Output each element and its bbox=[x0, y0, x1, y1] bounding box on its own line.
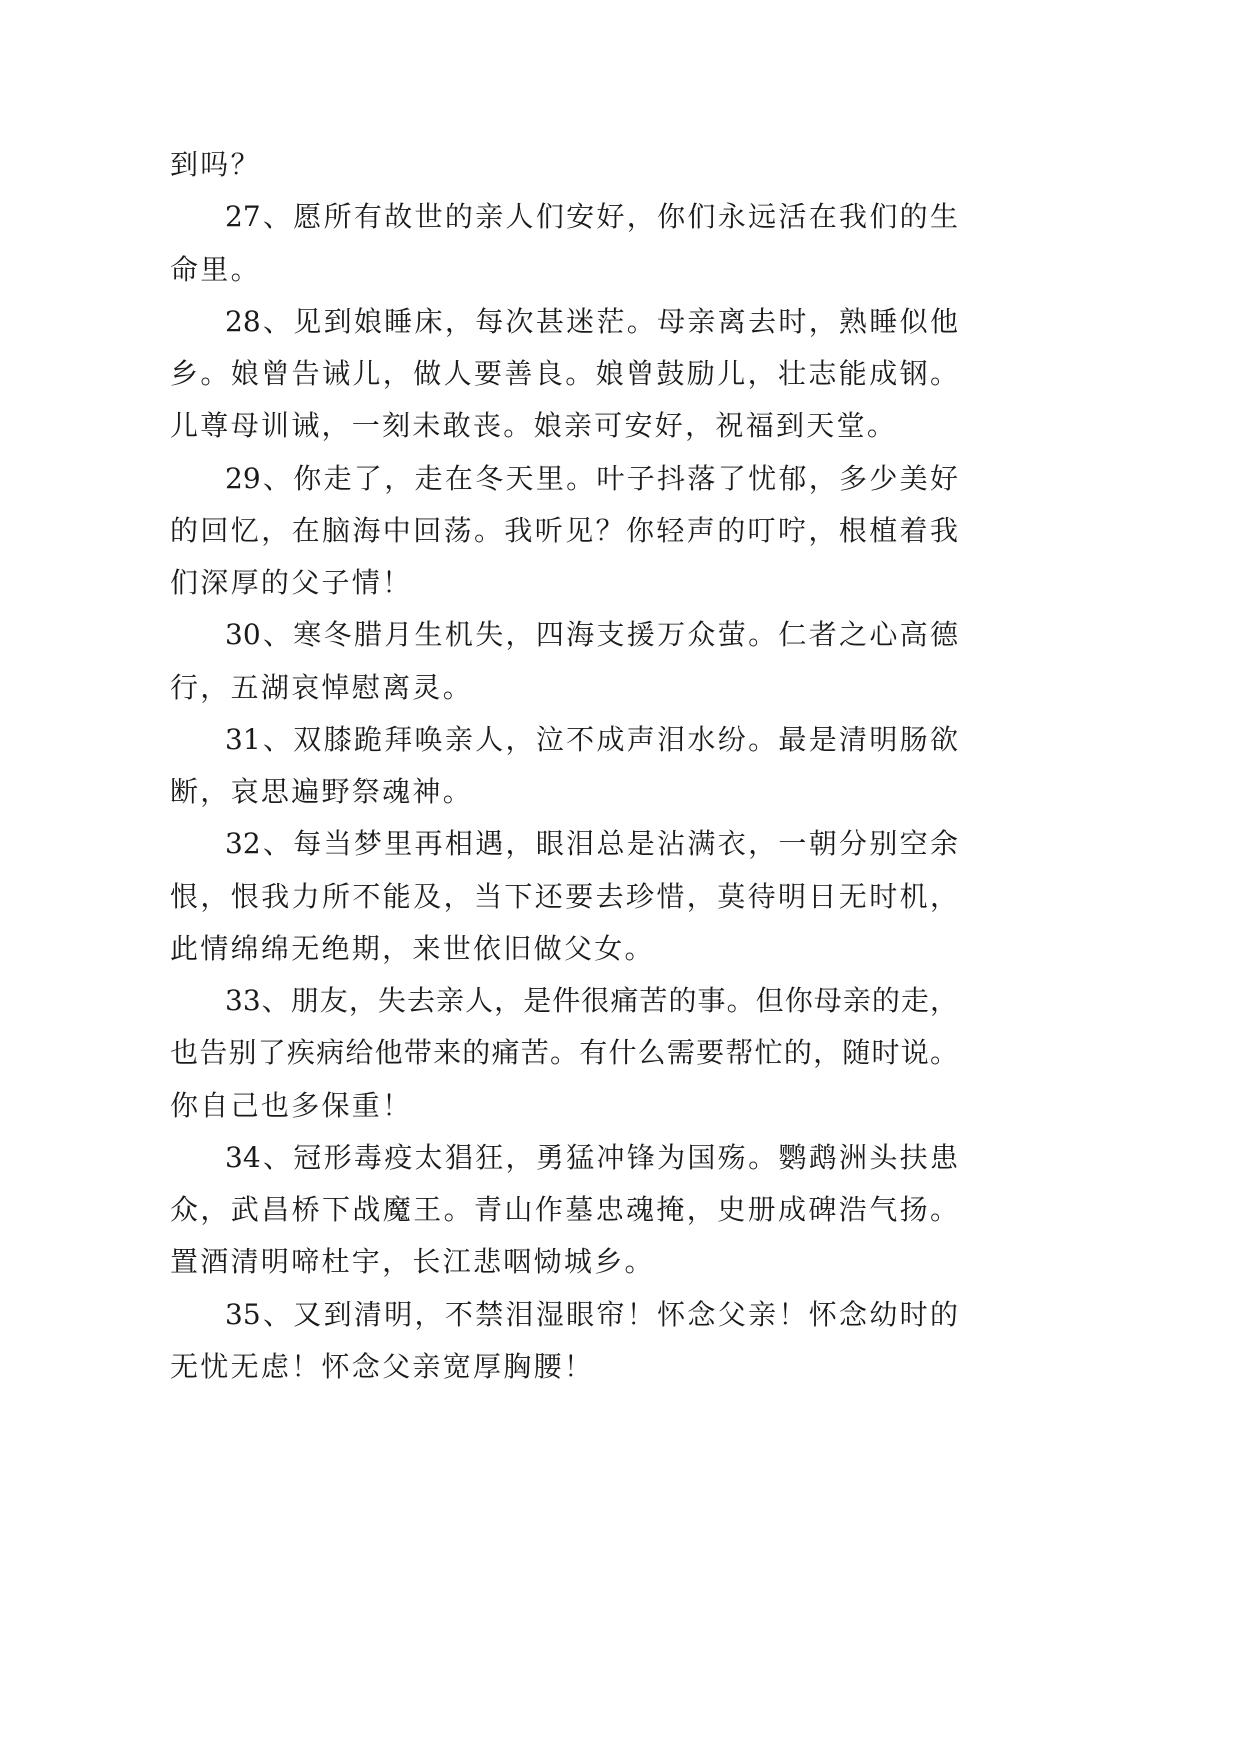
paragraph bbox=[170, 975, 958, 1132]
text-line: 27、愿所有故世的亲人们安好，你们永远活在我们的生 bbox=[225, 200, 958, 234]
paragraph bbox=[170, 609, 958, 714]
paragraph bbox=[170, 1289, 958, 1394]
text-line: 32、每当梦里再相遇，眼泪总是沾满衣，一朝分别空余 bbox=[225, 827, 958, 861]
text-line: 的回忆，在脑海中回荡。我听见？你轻声的叮咛，根植着我 bbox=[170, 513, 958, 547]
paragraph bbox=[170, 714, 958, 819]
text-line: 29、你走了，走在冬天里。叶子抖落了忧郁，多少美好 bbox=[225, 461, 958, 495]
text-line: 置酒清明啼杜宇，长江悲咽恸城乡。 bbox=[170, 1245, 655, 1279]
text-line: 31、双膝跪拜唤亲人，泣不成声泪水纷。最是清明肠欲 bbox=[225, 722, 958, 756]
text-line: 无忧无虑！怀念父亲宽厚胸腰！ bbox=[170, 1349, 595, 1383]
text-line: 你自己也多保重！ bbox=[170, 1088, 413, 1122]
text-line: 也告别了疾病给他带来的痛苦。有什么需要帮忙的，随时说。 bbox=[170, 1036, 958, 1070]
text-line: 行，五湖哀悼慰离灵。 bbox=[170, 670, 474, 704]
paragraph bbox=[170, 191, 958, 296]
paragraph bbox=[170, 296, 958, 453]
text-line: 们深厚的父子情！ bbox=[170, 566, 413, 599]
text-line: 儿尊母训诫，一刻未敢丧。娘亲可安好，祝福到天堂。 bbox=[170, 409, 898, 443]
text-line: 命里。 bbox=[170, 252, 261, 286]
text-line: 到吗？ bbox=[170, 148, 261, 181]
text-line: 30、寒冬腊月生机失，四海支援万众萤。仁者之心高德 bbox=[225, 618, 958, 652]
text-line: 断，哀思遍野祭魂神。 bbox=[170, 775, 474, 808]
paragraph bbox=[170, 139, 958, 191]
text-line: 此情绵绵无绝期，来世依旧做父女。 bbox=[170, 931, 655, 965]
text-line: 28、见到娘睡床，每次甚迷茫。母亲离去时，熟睡似他 bbox=[225, 304, 958, 338]
paragraph bbox=[170, 818, 958, 975]
paragraph bbox=[170, 453, 958, 610]
text-line: 众，武昌桥下战魔王。青山作墓忠魂掩，史册成碑浩气扬。 bbox=[170, 1193, 958, 1226]
document-body bbox=[170, 139, 958, 1393]
text-line: 35、又到清明，不禁泪湿眼帘！怀念父亲！怀念幼时的 bbox=[225, 1297, 958, 1331]
paragraph bbox=[170, 1132, 958, 1289]
text-line: 34、冠形毒疫太猖狂，勇猛冲锋为国殇。鹦鹉洲头扶患 bbox=[225, 1140, 958, 1174]
text-line: 恨，恨我力所不能及，当下还要去珍惜，莫待明日无时机， bbox=[170, 879, 958, 913]
text-line: 乡。娘曾告诫儿，做人要善良。娘曾鼓励儿，壮志能成钢。 bbox=[170, 357, 958, 390]
text-line: 33、朋友，失去亲人，是件很痛苦的事。但你母亲的走， bbox=[225, 984, 958, 1017]
